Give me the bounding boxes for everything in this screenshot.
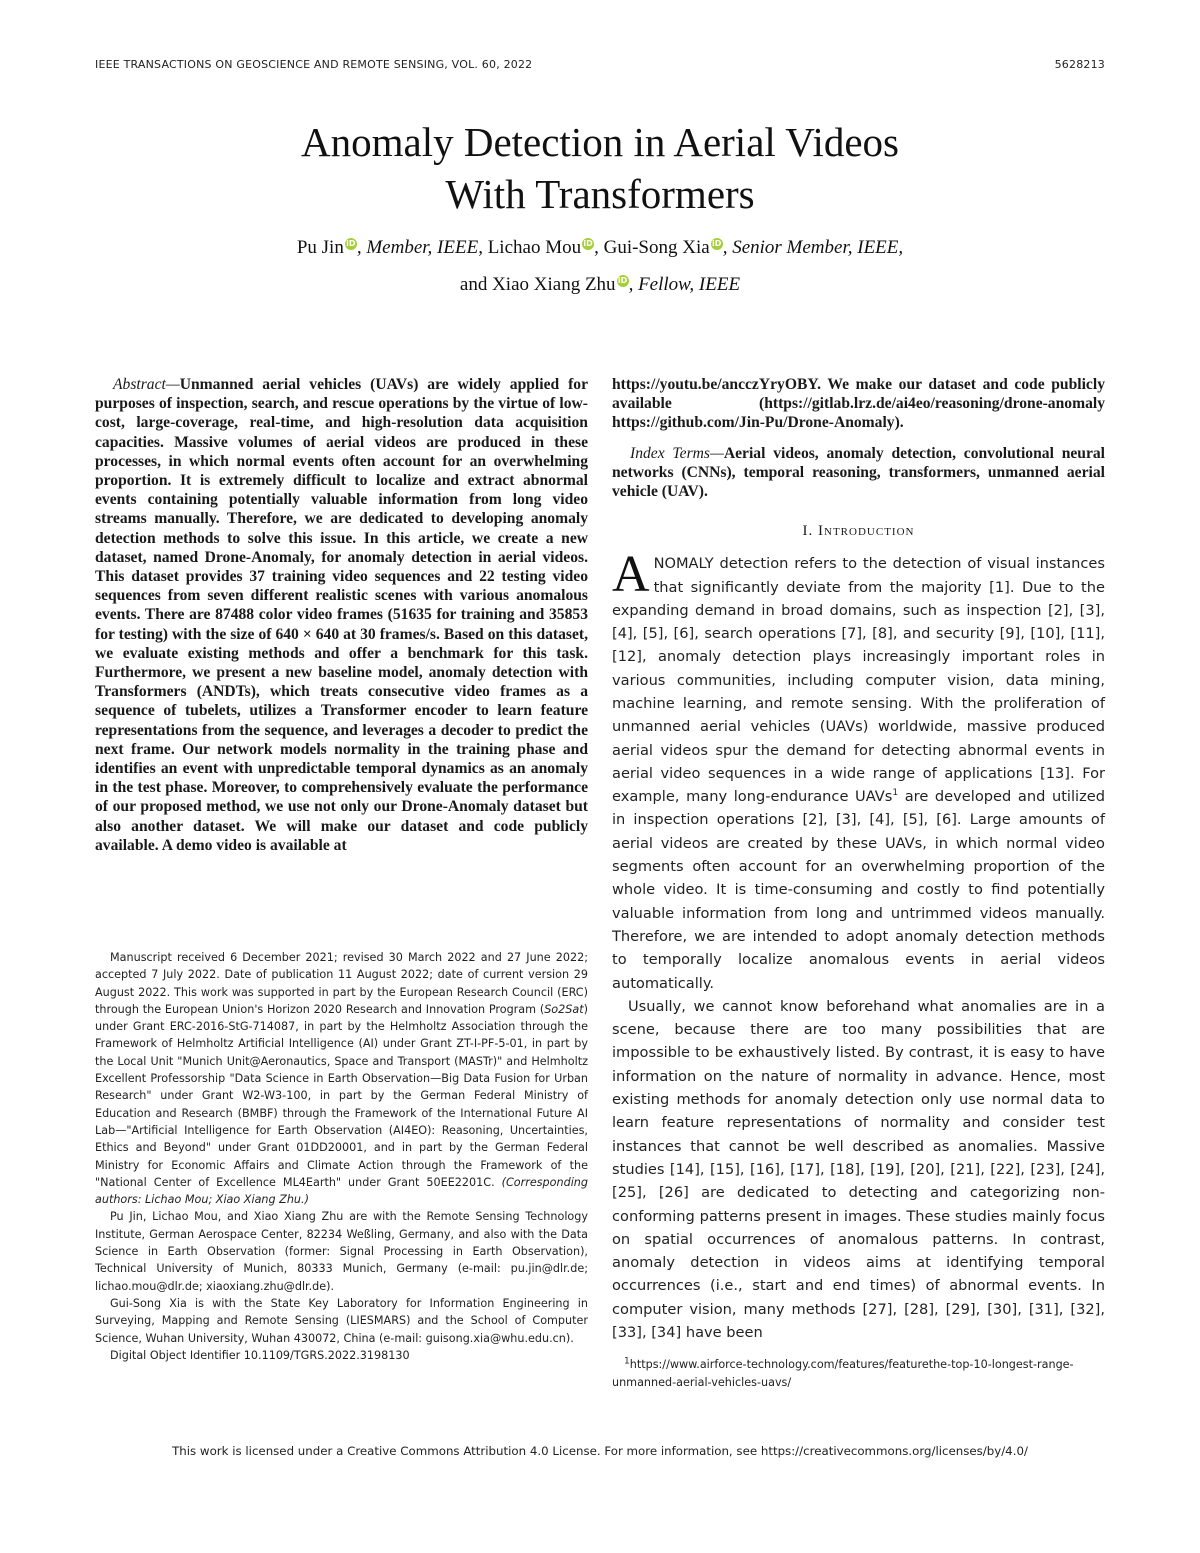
doi-note: Digital Object Identifier 10.1109/TGRS.2022.3198130 <box>110 1348 410 1362</box>
manuscript-footnote <box>95 949 588 1364</box>
abstract-continuation: https://youtu.be/ancczYryOBY. We make our dataset and code publicly available (https://gitlab.lrz.de/ai4eo/reasoning/drone-anomaly https://github.com/Jin-Pu/Drone-Anomaly). <box>612 376 1105 432</box>
license-notice: This work is licensed under a Creative Commons Attribution 4.0 License. For more information, see https://creativecommons.org/licenses/by/4.0/ <box>172 1444 1028 1458</box>
drop-cap: A <box>612 546 650 604</box>
author-list <box>0 229 1200 303</box>
running-header-journal: IEEE TRANSACTIONS ON GEOSCIENCE AND REMOTE SENSING, VOL. 60, 2022 <box>95 58 533 71</box>
right-column <box>612 375 1105 1391</box>
orcid-icon[interactable]: iD <box>617 276 628 285</box>
abstract-label: Abstract— <box>113 376 180 393</box>
affiliation-note-2: Gui-Song Xia is with the State Key Laboratory for Information Engineering in Surveying, Mapping and Remote Sensing (LIESMARS) and the School of Computer Science, Wuhan University, Wuhan 430072, China (e-mail: guisong.xia@whu.edu.cn). <box>95 1296 588 1345</box>
running-header-article-number: 5628213 <box>1054 58 1105 71</box>
intro-paragraph-2: Usually, we cannot know beforehand what anomalies are in a scene, because there are too many possibilities that are impossible to be exhaustively listed. By contrast, it is easy to have information on the nature of normality in advance. Hence, most existing methods for anomaly detection only use normal data to learn feature representations of normality and consider test instances that cannot be well described as anomalies. Massive studies [14], [15], [16], [17], [18], [19], [20], [21], [22], [23], [24], [25], [26] are dedicated to detecting and categorizing non-conforming patterns present in images. These studies mainly focus on spatial occurrences of anomalous patterns. In contrast, anomaly detection in videos aims at identifying temporal occurrences (i.e., start and end times) of abnormal events. In computer vision, many methods [27], [28], [29], [30], [31], [32], [33], [34] have been <box>612 997 1105 1342</box>
index-terms <box>612 444 1105 502</box>
url-footnote <box>612 1356 1105 1391</box>
orcid-icon[interactable]: iD <box>346 239 356 248</box>
section-heading-introduction: I. Introduction <box>802 523 915 540</box>
left-column <box>95 375 588 855</box>
footnote-marker[interactable]: 1 <box>892 788 899 799</box>
intro-text-a: detection refers to the detection of visual instances that significantly deviate from the majority [1]. Due to the expanding demand in broad domains, such as inspection [2], [3], [4], [5], [6], search operations [7], [8], and security [9], [10], [11], [12], anomaly detection plays increasingly important roles in various communities, including computer vision, data mining, machine learning, and remote sensing. With the proliferation of unmanned aerial vehicles (UAVs) worldwide, massive produced aerial videos spur the demand for detecting abnormal events in aerial video sequences in a wide range of applications [13]. For example, many long-endurance UAVs <box>612 555 1105 806</box>
footnote-number: 1 <box>624 1356 630 1367</box>
author-line-1 <box>0 229 1200 266</box>
orcid-icon[interactable]: iD <box>711 239 722 248</box>
intro-paragraph-1 <box>612 546 1105 995</box>
corresponding-authors: (Corresponding authors: Lichao Mou; Xiao Xiang Zhu.) <box>95 1175 588 1207</box>
index-terms-label: Index Terms— <box>630 444 724 462</box>
index-terms-text: Aerial videos, anomaly detection, convolutional neural networks (CNNs), temporal reasoning, transformers, unmanned aerial vehicle (UAV). <box>612 444 1106 501</box>
intro-text-b: are developed and utilized in inspection operations [2], [3], [4], [5], [6]. Large amounts of aerial videos are created by these UAVs, in which normal video segments often account for an overwhelming proportion of the whole video. It is time-consuming and costly to find potentially valuable information from long and untrimmed videos manually. Therefore, we are intended to adopt anomaly detection methods to temporally localize anomalous events in aerial videos automatically. <box>612 788 1105 992</box>
program-name: So2Sat <box>544 1002 584 1016</box>
lead-word: NOMALY <box>653 555 714 573</box>
author-affiliation-role: , Senior Member, IEEE, <box>722 237 904 258</box>
author-name: Lichao Mou <box>482 237 582 258</box>
paper-title-line-1: Anomaly Detection in Aerial Videos <box>301 119 899 165</box>
author-name: and Xiao Xiang Zhu <box>459 274 616 295</box>
abstract-text: Unmanned aerial vehicles (UAVs) are widely applied for purposes of inspection, search, and rescue operations by the virtue of low-cost, large-coverage, real-time, and high-resolution data acquisition capacities. Massive volumes of aerial videos are produced in these processes, in which normal events often account for an overwhelming proportion. It is extremely difficult to localize and extract abnormal events containing potentially valuable information from long video streams manually. Therefore, we are dedicated to developing anomaly detection methods to solve this issue. In this article, we create a new dataset, named Drone-Anomaly, for anomaly detection in aerial videos. This dataset provides 37 training video sequences and 22 testing video sequences from seven different realistic scenes with various anomalous events. There are 87488 color video frames (51635 for training and 35853 for testing) with the size of 640 × 640 at 30 frames/s. Based on this dataset, we evaluate existing methods and offer a benchmark for this task. Furthermore, we present a new baseline model, anomaly detection with Transformers (ANDTs), which treats consecutive video frames as a sequence of tubelets, utilizes a Transformer encoder to learn feature representations from the sequence, and leverages a decoder to predict the next frame. Our network models normality in the training phase and identifies an event with unpredictable temporal dynamics as an anomaly in the test phase. Moreover, to comprehensively evaluate the performance of our proposed method, we use not only our Drone-Anomaly dataset but also another dataset. We will make our dataset and code publicly available. A demo video is available at <box>95 376 588 854</box>
affiliation-note-1: Pu Jin, Lichao Mou, and Xiao Xiang Zhu are with the Remote Sensing Technology Institute, German Aerospace Center, 82234 Weßling, Germany, and also with the Data Science in Earth Observation (former: Signal Processing in Earth Observation), Technical University of Munich, 80333 Munich, Germany (e-mail: pu.jin@dlr.de; lichao.mou@dlr.de; xiaoxiang.zhu@dlr.de). <box>95 1210 588 1293</box>
author-name: Pu Jin <box>296 237 344 258</box>
orcid-icon[interactable]: iD <box>583 239 593 248</box>
author-line-2 <box>0 266 1200 303</box>
funding-text: Manuscript received 6 December 2021; revised 30 March 2022 and 27 June 2022; accepted 7 July 2022. Date of publication 11 August 2022; date of current version 29 August 2022. This work was supported in part by the European Research Council (ERC) through the European Union's Horizon 2020 Research and Innovation Program ( <box>95 951 588 1016</box>
author-affiliation-role: , Member, IEEE, <box>356 237 483 258</box>
funding-text-cont: ) under Grant ERC-2016-StG-714087, in part by the Helmholtz Association through the Framework of Helmholtz Artificial Intelligence (AI) under Grant ZT-I-PF-5-01, in part by the Local Unit "Munich Unit@Aeronautics, Space and Transport (MASTr)" and Helmholtz Excellent Professorship "Data Science in Earth Observation—Big Data Fusion for Urban Research" under Grant W2-W3-100, in part by the German Federal Ministry of Education and Research (BMBF) through the Framework of the International Future AI Lab—"Artificial Intelligence for Earth Observation (AI4EO): Reasoning, Uncertainties, Ethics and Beyond" under Grant 01DD20001, and in part by the German Federal Ministry for Economic Affairs and Climate Action through the Framework of the "National Center of Excellence ML4Earth" under Grant 50EE2201C. <box>95 1002 588 1189</box>
author-name: , Gui-Song Xia <box>594 237 710 258</box>
manuscript-funding-note <box>95 949 588 1208</box>
paper-title <box>0 116 1200 220</box>
author-affiliation-role: , Fellow, IEEE <box>628 274 741 295</box>
paper-title-line-2: With Transformers <box>445 171 755 217</box>
abstract <box>95 375 588 855</box>
footnote-url[interactable]: https://www.airforce-technology.com/features/featurethe-top-10-longest-range-unmanned-aerial-vehicles-uavs/ <box>612 1358 1074 1389</box>
